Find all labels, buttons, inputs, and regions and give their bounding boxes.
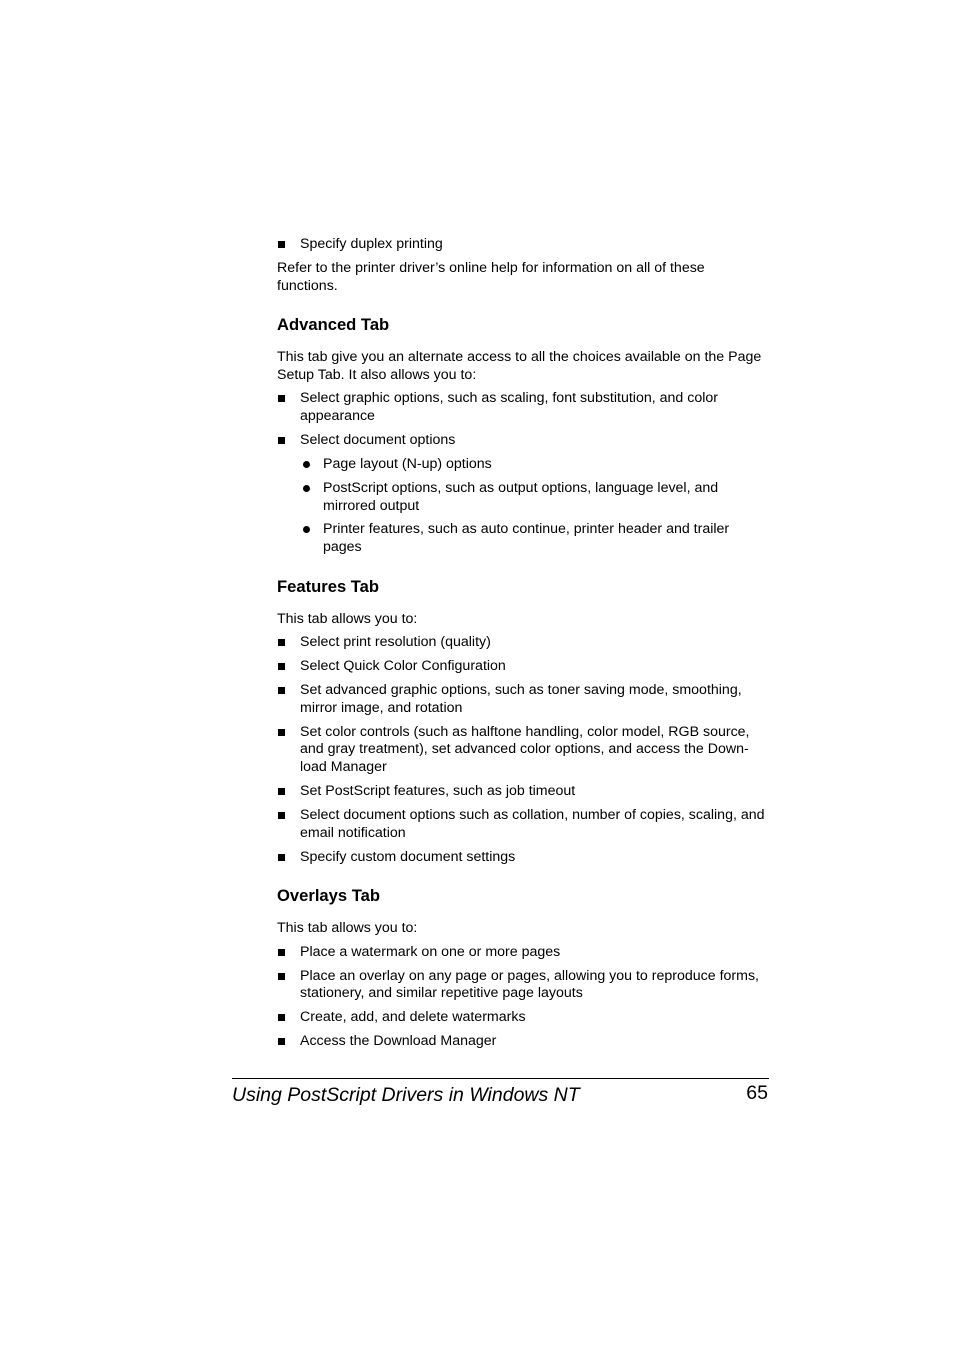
list-item: [277, 807, 769, 842]
square-bullet-icon: [278, 687, 285, 694]
list-item-text: Specify duplex printing: [300, 236, 443, 252]
list-item-text: Place a watermark on one or more pages: [300, 943, 561, 960]
square-bullet-icon: [278, 973, 285, 980]
features-tab-list: [277, 634, 769, 866]
overlays-tab-list: [277, 944, 769, 1051]
list-item-text: Set PostScript features, such as job timeout: [300, 782, 576, 799]
square-bullet-icon: [278, 241, 285, 248]
list-item-text: Create, add, and delete watermarks: [300, 1009, 526, 1026]
list-item: [277, 1009, 769, 1027]
footer-title: Using PostScript Drivers in Windows NT: [232, 1084, 580, 1106]
square-bullet-icon: [278, 395, 285, 402]
square-bullet-icon: [278, 788, 285, 795]
list-item-text: Access the Download Manager: [300, 1033, 497, 1050]
sublist-item: [300, 456, 769, 474]
overlays-tab-paragraph: This tab allows you to:: [277, 920, 418, 937]
square-bullet-icon: [278, 812, 285, 819]
list-item-text: Set color controls (such as halftone handling, color model, RGB source, and gray treatment), set advanced color options, and access the Down-load Manager: [300, 723, 750, 775]
list-item: [277, 634, 769, 652]
list-item-text: Specify custom document settings: [300, 848, 516, 865]
square-bullet-icon: [278, 949, 285, 956]
document-options-sublist: [300, 456, 769, 557]
square-bullet-icon: [278, 437, 285, 444]
list-item: [277, 390, 769, 425]
page-body: [277, 236, 769, 1057]
sublist-item: [300, 521, 769, 556]
list-item-text: Place an overlay on any page or pages, allowing you to reproduce forms, stationery, and similar repetitive page layouts: [300, 967, 760, 1002]
list-item: [277, 849, 769, 867]
sublist-item-text: Page layout (N-up) options: [323, 455, 492, 472]
list-item: [277, 944, 769, 962]
list-item: [277, 724, 769, 777]
list-item-text: Select document options such as collation, number of copies, scaling, and email notification: [300, 806, 765, 841]
intro-list: [277, 236, 769, 254]
features-tab-heading: Features Tab: [277, 576, 380, 596]
square-bullet-icon: [278, 1014, 285, 1021]
list-item: [277, 658, 769, 676]
list-item: [277, 236, 769, 254]
advanced-tab-paragraph: This tab give you an alternate access to all the choices available on the Page Setup Tab. It also allows you to:: [277, 349, 762, 383]
square-bullet-icon: [278, 854, 285, 861]
round-bullet-icon: [303, 485, 310, 492]
square-bullet-icon: [278, 639, 285, 646]
list-item: [277, 682, 769, 717]
square-bullet-icon: [278, 729, 285, 736]
sublist-item: [300, 480, 769, 515]
square-bullet-icon: [278, 1038, 285, 1045]
footer-rule: [232, 1078, 769, 1079]
list-item-text: Select document options: [300, 431, 456, 448]
advanced-tab-list: [277, 390, 769, 556]
page-number: 65: [746, 1082, 768, 1104]
list-item: [277, 432, 769, 557]
sublist-item-text: Printer features, such as auto continue, printer header and trailer pages: [323, 521, 730, 556]
list-item-text: Select graphic options, such as scaling, font substitution, and color appearance: [300, 390, 718, 424]
round-bullet-icon: [303, 461, 310, 468]
round-bullet-icon: [303, 526, 310, 533]
sublist-item-text: PostScript options, such as output options, language level, and mirrored output: [323, 479, 719, 514]
features-tab-paragraph: This tab allows you to:: [277, 610, 418, 627]
list-item: [277, 968, 769, 1003]
intro-paragraph: Refer to the printer driver’s online help for information on all of these functions.: [277, 259, 705, 294]
list-item-text: Set advanced graphic options, such as toner saving mode, smoothing, mirror image, and rotation: [300, 682, 742, 716]
overlays-tab-heading: Overlays Tab: [277, 886, 380, 906]
square-bullet-icon: [278, 663, 285, 670]
list-item-text: Select print resolution (quality): [300, 634, 491, 651]
advanced-tab-heading: Advanced Tab: [277, 315, 390, 335]
list-item: [277, 1033, 769, 1051]
list-item: [277, 783, 769, 801]
list-item-text: Select Quick Color Configuration: [300, 658, 506, 675]
